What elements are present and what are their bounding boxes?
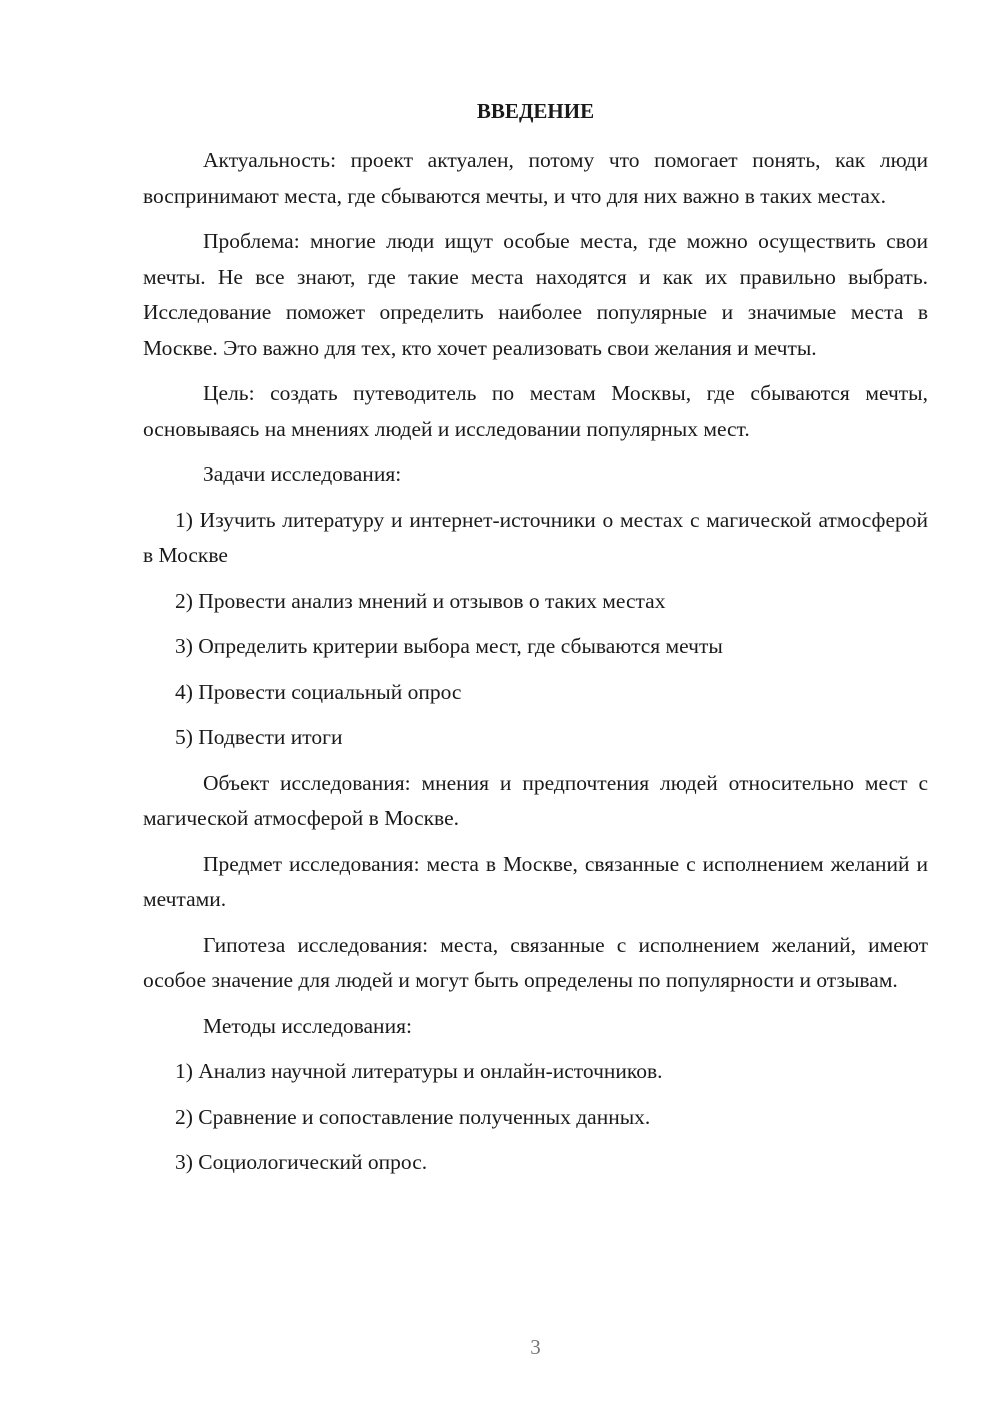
paragraph-relevance: Актуальность: проект актуален, потому что помогает понять, как люди воспринимают места, где сбываются мечты, и что для них важно в таких местах. (143, 148, 928, 208)
body-text (143, 143, 928, 1191)
paragraph-subject: Предмет исследования: места в Москве, связанные с исполнением желаний и мечтами. (143, 851, 928, 911)
task-list-item-3: 3) Определить критерии выбора мест, где сбываются мечты (175, 634, 723, 658)
page-number: 3 (530, 1335, 541, 1359)
document-page (143, 0, 928, 1414)
task-list-item-1: 1) Изучить литературу и интернет-источники о местах с магической атмосферой в Москве (143, 507, 928, 567)
task-list-item-4: 4) Провести социальный опрос (175, 679, 462, 704)
method-list-item-3: 3) Социологический опрос. (175, 1150, 428, 1174)
task-list-item-5: 5) Подвести итоги (175, 725, 343, 749)
paragraph-problem: Проблема: многие люди ищут особые места, где можно осуществить свои мечты. Не все знают, где такие места находятся и как их правильно выбрать. Исследование поможет определить наиболее популярные и значимые места в Москве. Это важно для тех, кто хочет реализовать свои желания и мечты. (143, 229, 928, 360)
section-title: ВВЕДЕНИЕ (476, 99, 595, 123)
method-list-item-2: 2) Сравнение и сопоставление полученных данных. (175, 1104, 651, 1129)
paragraph-object: Объект исследования: мнения и предпочтения людей относительно мест с магической атмосферой в Москве. (143, 770, 928, 830)
paragraph-hypothesis: Гипотеза исследования: места, связанные с исполнением желаний, имеют особое значение для людей и могут быть определены по популярности и отзывам. (143, 932, 928, 992)
paragraph-tasks-heading: Задачи исследования: (203, 462, 402, 486)
paragraph-goal: Цель: создать путеводитель по местам Москвы, где сбываются мечты, основываясь на мнениях людей и исследовании популярных мест. (143, 381, 928, 441)
method-list-item-1: 1) Анализ научной литературы и онлайн-источников. (175, 1059, 663, 1083)
paragraph-methods-heading: Методы исследования: (203, 1013, 412, 1038)
task-list-item-2: 2) Провести анализ мнений и отзывов о таких местах (175, 588, 666, 613)
